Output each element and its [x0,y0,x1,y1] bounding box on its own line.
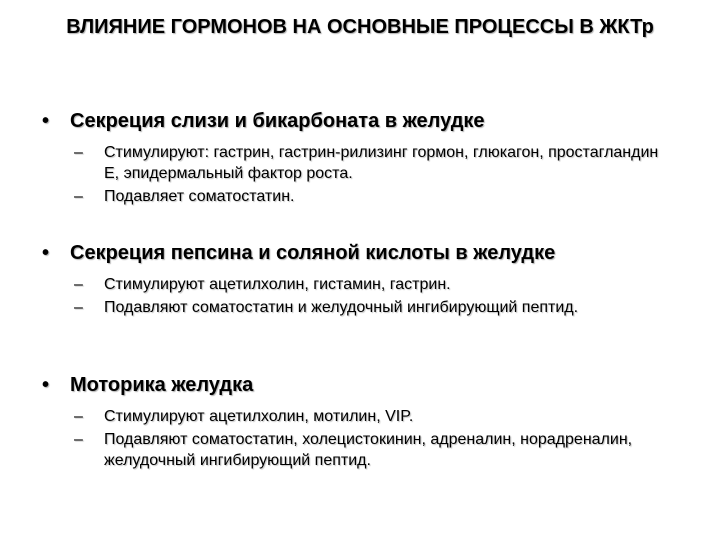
list-item-text: Стимулируют ацетилхолин, гистамин, гастрин. [104,276,451,293]
dash-icon: – [74,144,83,161]
section-gastric-motility [42,372,682,473]
section-heading: Секреция слизи и бикарбоната в желудке [70,110,485,132]
dash-icon: – [74,299,83,316]
section-heading: Секреция пепсина и соляной кислоты в желудке [70,242,556,264]
dash-icon: – [74,431,83,448]
list-item-text: Подавляют соматостатин и желудочный ингибирующий пептид. [104,299,579,316]
bullet-icon: • [42,110,50,132]
list-item-text: Подавляют соматостатин, холецистокинин, адреналин, норадреналин, желудочный ингибирующий пептид. [104,431,633,469]
section-heading-row [42,108,682,134]
list-item [74,142,682,184]
bullet-icon: • [42,374,50,396]
dash-icon: – [74,408,83,425]
list-item [74,406,682,427]
sub-list [74,142,682,207]
list-item-text: Стимулируют ацетилхолин, мотилин, VIP. [104,408,414,425]
sub-list [74,406,682,471]
sub-list [74,274,682,318]
slide-title: ВЛИЯНИЕ ГОРМОНОВ НА ОСНОВНЫЕ ПРОЦЕССЫ В ЖКТр [66,16,654,38]
bullet-icon: • [42,242,50,264]
dash-icon: – [74,188,83,205]
list-item-text: Стимулируют: гастрин, гастрин-рилизинг гормон, глюкагон, простагландин Е, эпидермальный фактор роста. [104,144,659,182]
list-item [74,274,682,295]
list-item-text: Подавляет соматостатин. [104,188,295,205]
section-heading: Моторика желудка [70,374,254,396]
list-item [74,297,682,318]
list-item [74,186,682,207]
section-heading-row [42,372,682,398]
section-mucus-bicarbonate [42,108,682,209]
section-heading-row [42,240,682,266]
section-pepsin-hcl [42,240,682,320]
list-item [74,429,682,471]
dash-icon: – [74,276,83,293]
